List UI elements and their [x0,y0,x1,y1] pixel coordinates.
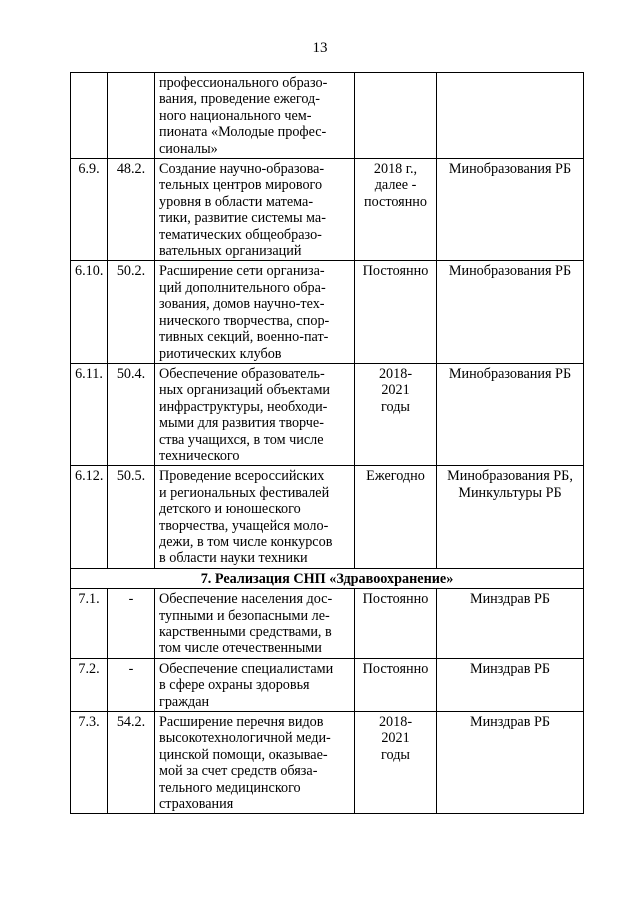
page-number: 13 [312,40,328,56]
cell-line: 2018- [378,714,413,731]
cell-line: зования, домов научно-тех- [159,296,325,313]
cell-line: годы [381,398,410,415]
cell-line: страхования [159,796,234,813]
cell-line: Минобразования РБ, [447,468,573,485]
cell-line: карственными средствами, в [159,624,332,640]
reference-number: 48.2. [108,159,155,261]
cell-line: вания, проведение ежегод- [159,91,320,108]
measure-description [155,159,355,261]
cell-line: тельных центров мирового [159,177,323,194]
cell-line: 2021 [381,382,410,399]
deadline [355,73,437,159]
cell-line: Создание научно-образова- [159,161,325,178]
cell-line: мой за счет средств обяза- [159,763,318,780]
cell-line: Минобразования РБ [448,365,572,382]
responsible-executor [437,589,584,659]
deadline [355,159,437,261]
cell-line: и региональных фестивалей [159,484,330,501]
item-number: 6.10. [71,261,108,363]
measure-description [155,589,355,659]
cell-line: Расширение сети организа- [159,263,325,280]
cell-line: Обеспечение образователь- [159,365,325,382]
cell-line: сионалы» [159,140,218,157]
cell-line: профессионального образо- [159,75,328,91]
cell-line: тики, развитие системы ма- [159,210,326,227]
measure-description [155,466,355,568]
table-row [71,73,584,159]
cell-line: тельного медицинского [159,779,301,796]
cell-line: Минздрав РБ [469,660,551,677]
item-number [71,73,108,159]
responsible-executor [437,159,584,261]
cell-line: Минобразования РБ [448,161,572,178]
cell-line: творчества, учащейся моло- [159,517,329,534]
item-number: 6.12. [71,466,108,568]
table-row [71,712,584,814]
table-row [71,261,584,363]
item-number: 6.9. [71,159,108,261]
measure-description [155,261,355,363]
cell-line: Обеспечение населения дос- [159,591,333,608]
responsible-executor [437,712,584,814]
responsible-executor [437,363,584,465]
cell-line: Расширение перечня видов [159,714,324,731]
deadline [355,466,437,568]
table-row [71,466,584,568]
cell-line: ций дополнительного обра- [159,279,326,296]
cell-line: Минкультуры РБ [458,484,562,501]
item-number: 7.1. [71,589,108,659]
cell-line: риотических клубов [159,345,282,362]
item-number: 7.2. [71,658,108,711]
cell-line: годы [381,746,410,763]
measures-table [70,72,584,814]
reference-number: 50.5. [108,466,155,568]
reference-number: - [108,589,155,659]
cell-line: цинской помощи, оказывае- [159,746,328,763]
cell-line: постоянно [364,193,427,210]
deadline [355,261,437,363]
cell-line: Минобразования РБ [448,263,572,280]
responsible-executor [437,466,584,568]
section-row [71,568,584,588]
cell-line: 2018- [378,365,413,382]
cell-line: детского и юношеского [159,501,301,518]
table-row [71,589,584,659]
cell-line: в области науки техники [159,550,308,567]
measure-description [155,658,355,711]
deadline [355,658,437,711]
cell-line: том числе отечественными [159,640,322,657]
cell-line: Минздрав РБ [469,714,551,731]
cell-line: уровня в области матема- [159,193,314,210]
deadline [355,712,437,814]
cell-line: Постоянно [362,263,429,280]
item-number: 7.3. [71,712,108,814]
measure-description [155,712,355,814]
cell-line: мыми для развития творче- [159,415,324,432]
responsible-executor [437,658,584,711]
cell-line: тупными и безопасными ле- [159,607,330,624]
table-row [71,159,584,261]
responsible-executor [437,73,584,159]
cell-line: тивных секций, военно-пат- [159,329,329,346]
cell-line: Обеспечение специалистами [159,660,334,677]
cell-line: ства учащихся, в том числе [159,431,324,448]
table-body [71,73,584,814]
cell-line: 2018 г., [373,161,418,178]
reference-number: 50.4. [108,363,155,465]
deadline [355,589,437,659]
reference-number [108,73,155,159]
deadline [355,363,437,465]
cell-line: дежи, в том числе конкурсов [159,533,333,550]
item-number: 6.11. [71,363,108,465]
cell-line: ных организаций объектами [159,382,331,399]
cell-line: высокотехнологичной меди- [159,730,331,747]
cell-line: нического творчества, спор- [159,312,330,329]
cell-line: ного национального чем- [159,107,312,124]
reference-number: - [108,658,155,711]
cell-line: Ежегодно [366,468,425,485]
cell-line: Постоянно [362,591,429,608]
cell-line: вательных организаций [159,243,302,260]
table-row [71,363,584,465]
cell-line: технического [159,447,240,464]
cell-line: 2021 [381,730,410,747]
measure-description [155,363,355,465]
cell-line: инфраструктуры, необходи- [159,398,328,415]
cell-line: Проведение всероссийских [159,468,325,485]
cell-line: тематических общеобразо- [159,226,322,243]
responsible-executor [437,261,584,363]
cell-line: пионата «Молодые профес- [159,124,327,141]
section-title: 7. Реализация СНП «Здравоохранение» [71,568,584,588]
cell-line: Постоянно [362,660,429,677]
cell-line: Минздрав РБ [469,591,551,608]
measure-description [155,73,355,159]
cell-line: далее - [374,177,417,194]
table-row [71,658,584,711]
cell-line: граждан [159,693,210,710]
cell-line: в сфере охраны здоровья [159,677,310,694]
reference-number: 50.2. [108,261,155,363]
reference-number: 54.2. [108,712,155,814]
